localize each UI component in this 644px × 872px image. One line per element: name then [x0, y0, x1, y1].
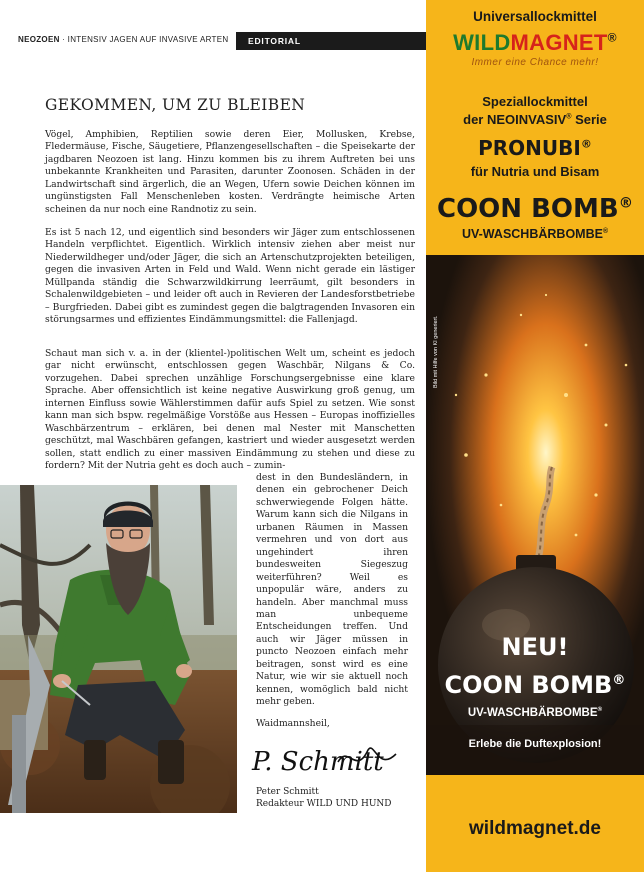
article-title: GEKOMMEN, UM ZU BLEIBEN: [45, 96, 306, 114]
product-coon-bomb-subtitle-reg: ®: [602, 227, 609, 235]
brand-reg: ®: [607, 30, 617, 45]
brand-part-wild: WILD: [453, 30, 511, 55]
ad-new-label: NEU!: [501, 633, 569, 661]
product-coon-bomb-reg: ®: [618, 195, 633, 212]
author-name: Peter Schmitt: [256, 787, 319, 797]
greeting: Waidmannsheil,: [256, 718, 330, 729]
advertisement[interactable]: [426, 0, 644, 872]
product-coon-bomb-subtitle: [426, 227, 644, 241]
product-coon-bomb-large-subtitle-text: UV-WASCHBÄRBOMBE: [467, 707, 598, 719]
ad-line-nutria: für Nutria und Bisam: [470, 164, 600, 179]
section-label: [18, 35, 228, 44]
ad-slogan: Erlebe die Duftexplosion!: [468, 738, 602, 750]
ad-line-series-text: der NEOINVASIV: [463, 112, 567, 127]
ad-line-series: [426, 112, 644, 127]
product-pronubi-reg: ®: [580, 137, 592, 151]
signature: [246, 732, 406, 782]
ad-url-link[interactable]: wildmagnet.de: [469, 818, 601, 839]
brand-part-magnet: MAGNET: [510, 30, 608, 55]
author-role: Redakteur WILD UND HUND: [256, 799, 392, 809]
product-coon-bomb-large: [426, 671, 644, 699]
article-paragraph-1: Vögel, Amphibien, Reptilien sowie deren Eier, Mollusken, Krebse, Fledermäuse, Fische, Säugetiere, Pflanzengesellschaften – die Speisekarte der jagdbaren Neozoen ist lang. Hinzu kommen bis zu ihrem Auftreten bei uns unbekannte Krankheiten und Parasiten, darunter Zoonosen. Schäden in der Landwirtschaft sind ärgerlich, die an Wegen, Ufern sowie Deichen können im ungünstigsten Fall Menschenleben kosten. Verdrängte heimische Arten scheinen da nur noch eine Randnotiz zu sein.: [45, 129, 415, 215]
image-credit: Bild mit Hilfe von KI generiert.: [433, 315, 439, 388]
author-photo: [0, 485, 237, 813]
product-coon-bomb-name: COON BOMB: [436, 194, 619, 224]
ad-line-series-reg: ®: [566, 112, 572, 121]
section-label-bold: NEOZOEN: [18, 35, 60, 44]
ad-line-series-end: Serie: [571, 112, 607, 127]
article-paragraph-2: Es ist 5 nach 12, und eigentlich sind besonders wir Jäger zum entschlossenen Handeln verpflichtet. Eigentlich. Wirklich intensiv ziehen aber meist nur Niederwildheger und/oder Jäger, die sich an Artenschutzprojekten beteiligen, gegen die invasiven Arten in Feld und Wald. Wenn nicht gerade ein lästiger Müllpanda ständig die Schwarzwildkirrung leerräumt, gilt besonders in Schalenwildgebieten – und leider oft auch in Revieren der Landesforstbetriebe – Burgfrieden. Dabei gibt es zumindest gegen die balgtragenden Invasoren ein störungsarmes und effizientes Eindämmungsmittel: die Fallenjagd.: [45, 227, 415, 326]
product-pronubi: [426, 136, 644, 160]
signature-letters: P. Schmitt: [252, 747, 384, 777]
article-paragraph-4: dest in den Bundesländern, in denen ein gebrochener Deich schwerwiegende Folgen hätte. Warum kann sich die Nilgans in urbanen Räumen in Massen vermehren und von dort aus ungehindert ihren bundesweiten Siegeszug weiterführen? Weil es unpopulär wäre, anders zu handeln. Aber manchmal muss man unbequeme Entscheidungen treffen. Und auch wir Jäger müssen in puncto Neozoen einfach mehr beitragen, sonst wird es eine Natur, wie wir sie aktuell noch kennen, womöglich bald nicht mehr geben.: [256, 472, 408, 708]
product-coon-bomb: [426, 194, 644, 224]
ad-line-universal: Universallockmittel: [473, 9, 597, 24]
signature-handwriting: [246, 732, 406, 782]
product-coon-bomb-subtitle-text: UV-WASCHBÄRBOMBE: [461, 227, 603, 241]
brand-logo: [426, 30, 644, 56]
page-header: [18, 32, 426, 50]
product-coon-bomb-large-subtitle-reg: ®: [597, 706, 603, 714]
author-photo-illustration: [0, 485, 237, 813]
product-coon-bomb-large-name: COON BOMB: [444, 671, 613, 699]
ad-line-special: Speziallockmittel: [482, 94, 588, 109]
brand-tagline: Immer eine Chance mehr!: [471, 57, 599, 68]
product-coon-bomb-large-reg: ®: [612, 673, 626, 688]
editorial-tab-label: EDITORIAL: [248, 36, 301, 46]
product-coon-bomb-large-subtitle: [426, 707, 644, 719]
product-pronubi-name: PRONUBI: [478, 136, 581, 160]
article-paragraph-3: Schaut man sich v. a. in der (klientel-)politischen Welt um, scheint es jedoch gar nicht erwünscht, entschlossen gegen Waschbär, Nilgans & Co. vorzugehen. Dabei sprechen unzählige Forschungsergebnisse eine klare Sprache. Aber offensichtlich ist keine negative Auswirkung groß genug, um internen Einfluss sowie Wählerstimmen dafür aufs Spiel zu setzen. Wie sonst kann man sich bspw. regelmäßige Vorstöße aus Hessen – Europas inoffizielles Waschbärzentrum – erklären, bei denen mal Nester mit Manschetten geschützt, mal Waschbären gefangen, kastriert und wieder ausgesetzt werden sollen, statt endlich zu einer massiven Eindämmung zu stehen und diese zu fordern? Mit der Nutria geht es doch auch – zumin-: [45, 348, 415, 472]
section-label-rest: · INTENSIV JAGEN AUF INVASIVE ARTEN: [59, 35, 229, 44]
editorial-tab: [236, 32, 426, 50]
